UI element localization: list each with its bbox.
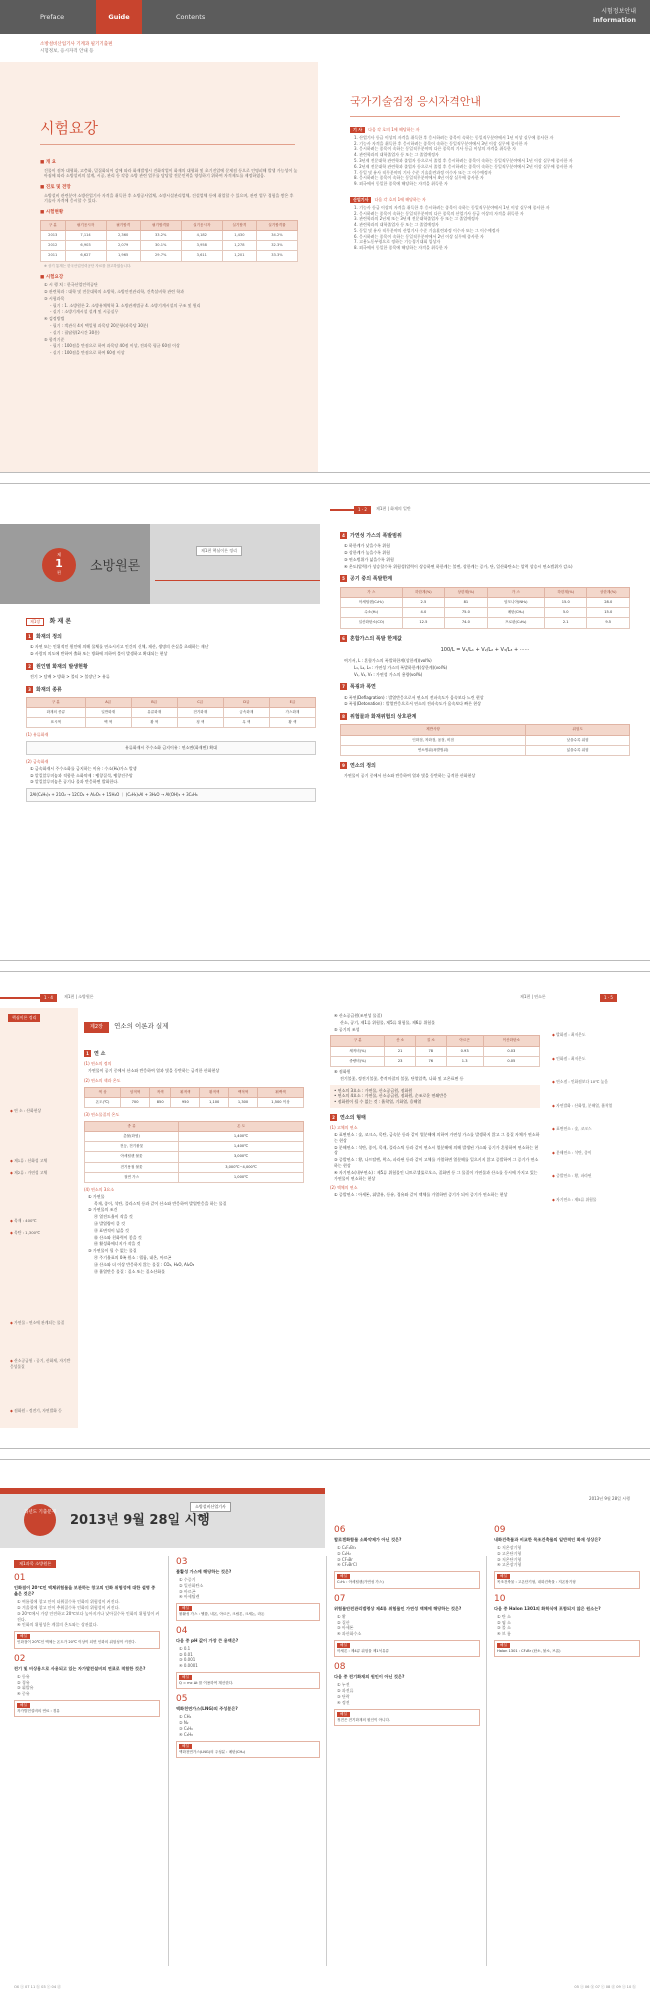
explanation-box: 해설 액화천연가스(LNG)의 주성분 : 메탄(CH₄) xyxy=(176,1741,320,1758)
question-item: 04 다음 중 pH 값이 가장 큰 용액은? ① 0.1 ② 0.01 ③ 0.001 ④ 0.0001 해설 Q = mc Δt 를 이용하여 계산한다. xyxy=(176,1627,320,1690)
explanation-box: 해설 아세톤 : 제4류 위험물 제1석유류 xyxy=(334,1640,480,1657)
part-hero xyxy=(0,524,320,604)
exam-guide-panel xyxy=(0,62,318,472)
page-number: 1 · 2 xyxy=(354,506,371,514)
running-title: 2013년 9월 28일 시행 xyxy=(589,1496,630,1501)
table-row: 아세틸렌(C₂H₂) 2.5 81 암모니아(NH₃) 15.0 28.0 xyxy=(341,597,630,607)
nav-contents[interactable]: Contents xyxy=(176,13,206,21)
table-row: 화재의 종류 일반화재 유류화재 전기화재 금속화재 가스화재 xyxy=(27,708,316,718)
section-title: 시험정보안내 information xyxy=(593,8,636,25)
hazard-table: 제반사항 위험도 인화점, 착화점, 융점, 비점 낮을수록 위험 연소범위(폭발범위) 넓을수록 위험 xyxy=(340,724,630,756)
question-item: 07 위험물안전관리법령상 제4류 위험물인 가연성 액체에 해당하는 것은? ① 황 ② 질산 ③ 아세톤 ④ 과산화수소 해설 아세톤 : 제4류 위험물 제1석유류 xyxy=(334,1595,480,1658)
answer-footer-left: OX ⓐ 07 11 ⓑ 03 ⓒ 04 ⓓ xyxy=(14,1984,61,1989)
chapter-heading: 제1장 화 재 론 xyxy=(26,618,316,627)
eligibility-line: 3. 응시하려는 종목이 속하는 동일직무분야의 다른 종목의 기사 등급 이상의 자격을 취득한 자 xyxy=(354,146,517,152)
apply-line: ③ 시험과목 xyxy=(44,295,65,301)
eligibility-line: 7. 동일 및 유사 직무분야의 기사 수준 기술훈련과정 이수자 또는 그 이수예정자 xyxy=(354,169,492,175)
year-badge: 과년도 기출문제 xyxy=(24,1504,56,1536)
fire-class-table: 구 분 A급 B급 C급 D급 E급 화재의 종류 일반화재 유류화재 전기화재 금속화재 가스화재 표시색 백 색 황 색 청 색 무 색 황 색 xyxy=(26,697,316,729)
apply-line: - 필기 : 100점을 만점으로 하여 과목당 40점 이상, 전과목 평균 60점 이상 xyxy=(50,343,180,349)
margin-notes: 핵심이론 정리 ◆ 연 소 : 산화현상 ◆ 제1류 : 산화성 고체 ◆ 제2류 : 가연성 고체 ◆ 목재 : 400℃ ◆ 목탄 : 1,300℃ ◆ 가연물 : 연소에 관계되는 물질 ◆ 산소공급원 : 공기, 산화제, 자기반응성물질 ◆ 점화원 : 정전기, 자연발화 등 xyxy=(0,1008,78,1428)
table-row: 2012 6,903 2,079 30.1% 3,958 1,278 32.3% xyxy=(41,241,298,251)
eligibility-line: 6. 응시하려는 종목이 속하는 동일직무분야에서 2년 이상 실무에 종사한 자 xyxy=(354,233,484,239)
explanation-box: 해설 Halon 1301 : CF₃Br (탄소, 불소, 브롬) xyxy=(494,1640,640,1657)
running-title-left: 제1편 | 소방원론 xyxy=(64,994,94,999)
stats-note: ※ 상기 통계는 한국산업인력공단 자료를 참고하였습니다. xyxy=(44,263,132,268)
page-separator xyxy=(0,960,650,972)
outlook-heading: ■ 진로 및 전망 xyxy=(40,185,71,191)
apply-line: ① 시 행 처 : 한국산업인력공단 xyxy=(44,282,98,288)
right-column: 4 가연성 가스의 폭발범위 ① 하한계가 낮을수록 위험 ② 상한계가 높을수록 위험 ③ 연소범위가 넓을수록 위험 ④ 온도(압력)가 상승할수록 위험성(압력이 상승하면 하한계는 불변, 상한계는 증가, 단, 일산화탄소는 압력 상승시 연소범위가 감소) 5 공기 중의 폭발한계 가 스 하한계(%) 상한계(%) 가 스 하한계(%) 상한계(%) 아세틸렌(C₂H₂) 2.5 81 암모니아(NH₃) 15.0 28.0 수소(H₂) 4.0 75.0 메탄(CH₄) 5.0 15.0 일산화탄소(CO) 12.5 74.0 프로판(C₃H₈) 2.1 9.5 6 혼합가스의 폭발 한계값 100/L = V₁/L₁ + V₂/L₂ + V₃/L₃ + ······ 여기서, L : 혼합가스의 폭발하한계(상한계)(vol%) L₁, L₂, L₃ : 가연성 가스의 폭발하한계(상한계)(vol%) V₁, V₂, V₃ : 가연성 가스의 용량(vol%) 7 폭굉과 폭연 ① 폭연(Deflagration) : 발열반응으로서 연소의 전파속도가 음속보다 느린 현상 ② 폭굉(Detonation) : 발열반응으로서 연소의 전파속도가 음속보다 빠른 현상 8 위험물과 화재위험의 상호관계 제반사항 위험도 인화점, 착화점, 융점, 비점 낮을수록 위험 연소범위(폭발범위) 넓을수록 위험 9 연소의 정의 가연물이 공기 중에서 산소와 반응하여 열과 빛을 동반하는 급격한 산화현상 xyxy=(340,526,630,779)
eligibility-panel: 국가기술검정 응시자격안내 기 사 다음 각 호의 1에 해당하는 자 1. 산업기사 등급 이상의 자격을 취득한 후 응시하려는 종목이 속하는 동일직무분야에서 1년 이상 실무에 종사한 자 2. 기능사 자격을 취득한 후 응시하려는 종목이 속하는 동일직무분야에서 3년 이상 실무에 종사한 자 3. 응시하려는 종목이 속하는 동일직무분야의 다른 종목의 기사 등급 이상의 자격을 취득한 자 4. 관련학과의 대학졸업자 등 또는 그 졸업예정자 5. 3년제 전문대학 관련학과 졸업자 등으로서 졸업 후 응시하려는 종목이 속하는 동일직무분야에서 1년 이상 실무에 종사한 자 6. 2년제 전문대학 관련학과 졸업자 등으로서 졸업 후 응시하려는 종목이 속하는 동일직무분야에서 2년 이상 실무에 종사한 자 7. 동일 및 유사 직무분야의 기사 수준 기술훈련과정 이수자 또는 그 이수예정자 8. 응시하려는 종목이 속하는 동일직무분야에서 4년 이상 실무에 종사한 자 9. 외국에서 동일한 종목에 해당하는 자격을 취득한 자 산업기사 다음 각 호의 1에 해당하는 자 1. 기능사 등급 이상의 자격을 취득한 후 응시하려는 종목이 속하는 동일직무분야에서 1년 이상 실무에 종사한 자 2. 응시하려는 종목이 속하는 동일직무분야의 다른 종목의 산업기사 등급 이상의 자격을 취득한 자 3. 관련학과의 2년제 또는 3년제 전문대학졸업자 등 또는 그 졸업예정자 4. 관련학과의 대학졸업자 등 또는 그 졸업예정자 5. 동일 및 유사 직무분야의 산업기사 수준 기술훈련과정 이수자 또는 그 이수예정자 6. 응시하려는 종목이 속하는 동일직무분야에서 2년 이상 실무에 종사한 자 7. 고용노동부령으로 정하는 기능경기대회 입상자 8. 외국에서 동일한 종목에 해당하는 자격을 취득한 자 xyxy=(350,62,620,251)
eligibility-line: 4. 관련학과의 대학졸업자 등 또는 그 졸업예정자 xyxy=(354,152,439,158)
reaction-box: 2Al(C₂H₅)₃ + 21O₂ → 12CO₂ + Al₂O₃ + 15H₂O ｜ (C₂H₅)₃Al + 3H₂O → Al(OH)₃ + 3C₂H₆ xyxy=(26,788,316,802)
apply-line: - 필기 : 1. 소방원론 2. 소방유체역학 3. 소방관계법규 4. 소방기계시설의 구조 및 원리 xyxy=(50,302,201,308)
stats-table: 구 분 필기응시자 필기합격 필기합격률 실기응시자 실기합격 실기합격률 2013 7,114 2,360 33.2% 4,182 1,430 34.2% 2012 6,903 2,079 30.1% 3,958 1,278 32.3% 2011 6,627 1,965 29.7% 3,611 1,201 33.3% xyxy=(40,220,298,262)
left-column: 제1장 화 재 론 1 화재의 정의 ① 자연 또는 인위적인 원인에 의해 물체를 연소시키고 인간의 신체, 재산, 생명의 손실을 초래하는 재난 ② 사람의 의도에 반하여 출화 또는 방화에 의하여 불이 발생하고 확대되는 현상 2 원인별 화재의 발생현황 전기 > 담배 > 방화 > 불티 > 불장난 > 유류 3 화재의 종류 구 분 A급 B급 C급 D급 E급 화재의 종류 일반화재 유류화재 전기화재 금속화재 가스화재 표시색 백 색 황 색 청 색 무 색 황 색 (1) 유류화재 유류화재시 주수소화 금지이유 : 연소면(화재면) 확대 (2) 금속화재 ① 금속화재시 주수소화를 금지하는 이유 : 수소(H₂)가스 발생 ② 알킬알루미늄과 적합한 소화약제 : 팽창질석, 팽창진주암 ③ 알킬알루미늄은 공기나 물과 반응하면 발화한다. 2Al(C₂H₅)₃ + 21O₂ → 12CO₂ + Al₂O₃ + 15H₂O ｜ (C₂H₅)₃Al + 3H₂O → Al(OH)₃ + 3C₂H₆ xyxy=(26,614,316,805)
subsection-title: (1) 유류화재 xyxy=(26,732,49,738)
running-title-right: 제1편 | 연소론 xyxy=(520,994,546,999)
left-column: 1 연 소 (1) 연소의 정의 가연물이 공기 중에서 산소와 반응하여 열과 빛을 동반하는 급격한 산화현상 (2) 연소의 색과 온도 색 상 암적색 적색 휘적색 황적색 백적색 휘백색 온도(℃) 700 850 950 1,100 1,300 1,500 이상 (3) 연소물질의 온도 종 류 온 도 촛불(화염) 1,400℃ 전등, 전기불꽃 1,400℃ 아세틸렌 불꽃 3,000℃ 전기용접 불꽃 3,000℃~4,000℃ 절연 가스 1,000℃ (4) 연소의 3요소 ① 가연물 목재, 종이, 석탄, 플라스틱 등과 같이 산소와 반응하여 발열반응을 하는 물질 ② 가연물의 조건 ㉮ 열전도율이 작을 것 ㉯ 발열량이 클 것 ㉰ 표면적이 넓을 것 ㉱ 산소와 친화력이 좋을 것 ㉲ 활성화에너지가 작을 것 ③ 가연물이 될 수 없는 물질 ㉮ 주기율표의 0족 원소 : 헬륨, 네온, 아르곤 ㉯ 산소와 더 이상 반응하지 않는 물질 : CO₂, H₂O, Al₂O₃ ㉰ 흡열반응 물질 : 질소 또는 질소산화물 xyxy=(84,1044,304,1274)
chapter-heading: 제2장 연소의 이론과 실제 xyxy=(84,1022,284,1036)
question-item: 08 다음 중 전기화재의 원인이 아닌 것은? ① 누전 ② 과전류 ③ 단락 ④ 정전 해설 정전은 전기화재의 원인이 아니다. xyxy=(334,1663,480,1726)
eligibility-line: 8. 외국에서 동일한 종목에 해당하는 자격을 취득한 자 xyxy=(354,245,448,251)
eligibility-line: 5. 동일 및 유사 직무분야의 산업기사 수준 기술훈련과정 이수자 또는 그 이수예정자 xyxy=(354,227,500,233)
nav-guide[interactable]: Guide xyxy=(96,0,142,34)
question-column-3 xyxy=(334,1520,480,1726)
right-margin-notes: ◆ 발화점 : 최저온도 ◆ 인화점 : 최저온도 ◆ 연소점 : 인화점보다 10℃ 높음 ◆ 자연발화 : 산화열, 분해열, 흡착열 ◆ 표면연소 : 숯, 코크스 ◆ 분해연소 : 석탄, 종이 ◆ 증발연소 : 황, 파라핀 ◆ 자기연소 : 제5류 위험물 xyxy=(552,1032,613,1202)
eligibility-line: 1. 기능사 등급 이상의 자격을 취득한 후 응시하려는 종목이 속하는 동일직무분야에서 1년 이상 실무에 종사한 자 xyxy=(354,204,550,210)
page-separator xyxy=(0,472,650,484)
section-heading: 4 가연성 가스의 폭발범위 xyxy=(340,532,630,540)
question-item: 06 할로겐화합물 소화약제가 아닌 것은? ① C₂F₄Br₂ ② C₂H₂ ③ CF₃Br ④ CF₂BrCl 해설 C₂H₂ : 아세틸렌(가연성 가스) xyxy=(334,1526,480,1589)
apply-line: - 실기 : 소방기계시설 설계 및 시공실무 xyxy=(50,309,119,315)
exam-hero xyxy=(0,1488,325,1548)
right-column: ④ 산소공급원(조연성 물질) 산소, 공기, 제1류 위험물, 제5류 위험물, 제6류 위험물 ⑤ 공기의 조성 구 분 산 소 질 소 아르곤 이산화탄소 체적비(%) 21 78 0.93 0.03 중량비(%) 23 76 1.3 0.05 ⑥ 점화원 전기불꽃, 정전기불꽃, 충격마찰의 불꽃, 단열압축, 나화 및 고온표면 등 • 연소의 3요소 : 가연물, 산소공급원, 점화원 • 연소의 4요소 : 가연물, 산소공급원, 점화원, 순조로운 연쇄반응 • 점화원이 될 수 없는 것 : 흡착열, 기화열, 융해열 2 연소의 형태 (1) 고체의 연소 ① 표면연소 : 숯, 코크스, 목탄, 금속분 등과 같이 열분해에 의하여 가연성 가스를 발생하지 않고 그 물질 자체가 연소하는 현상 ② 분해연소 : 석탄, 종이, 목재, 플라스틱 등과 같이 연소시 열분해에 의해 발생된 가스와 공기가 혼합하여 연소하는 현상 ③ 증발연소 : 황, 나프탈렌, 왁스, 파라핀 등과 같이 고체를 가열하면 열분해를 일으키지 않고 증발하여 그 증기가 연소하는 현상 ④ 자기연소(내부연소) : 제5류 위험물인 니트로셀룰로오스, 질화면 등 그 물질이 가연물과 산소를 동시에 가지고 있는 가연물이 연소하는 현상 (2) 액체의 연소 ① 증발연소 : 아세톤, 휘발유, 등유, 경유와 같이 액체를 가열하면 증기가 되어 증기가 연소하는 현상 xyxy=(330,1013,540,1198)
cert-tag: 소방설비산업기사 xyxy=(190,1502,231,1512)
page-number-left: 1 · 4 xyxy=(40,994,57,1002)
page-combustion xyxy=(0,972,650,1448)
answer-footer-right: 05 ⓐ 06 ⓑ 07 ⓒ 08 ⓓ 09 ⓐ 10 ⓑ xyxy=(574,1984,636,1989)
section-heading: 1 화재의 정의 xyxy=(26,633,316,641)
section-heading: 5 공기 중의 폭발한계 xyxy=(340,575,630,583)
stats-heading: ■ 시험현황 xyxy=(40,210,64,216)
section-heading: 2 원인별 화재의 발생현황 xyxy=(26,663,316,671)
page-separator xyxy=(0,1448,650,1460)
subsection-title: (2) 금속화재 xyxy=(26,759,49,765)
eligibility-line: 2. 기능사 자격을 취득한 후 응시하려는 종목이 속하는 동일직무분야에서 3년 이상 실무에 종사한 자 xyxy=(354,140,528,146)
question-column-2 xyxy=(176,1552,320,1758)
part-title: 소방원론 xyxy=(90,559,141,574)
eligibility-line: 9. 외국에서 동일한 종목에 해당하는 자격을 취득한 자 xyxy=(354,181,448,187)
temperature-table: 종 류 온 도 촛불(화염) 1,400℃ 전등, 전기불꽃 1,400℃ 아세틸렌 불꽃 3,000℃ 전기용접 불꽃 3,000℃~4,000℃ 절연 가스 1,000℃ xyxy=(84,1121,304,1183)
industrial-engineer-tag: 산업기사 xyxy=(350,197,371,203)
engineer-tag: 기 사 xyxy=(350,127,365,133)
page-past-exam xyxy=(0,1460,650,2000)
explosion-limit-table: 가 스 하한계(%) 상한계(%) 가 스 하한계(%) 상한계(%) 아세틸렌(C₂H₂) 2.5 81 암모니아(NH₃) 15.0 28.0 수소(H₂) 4.0 75.0 메탄(CH₄) 5.0 15.0 일산화탄소(CO) 12.5 74.0 프로판(C₃H₈) 2.1 9.5 xyxy=(340,587,630,629)
page-guide xyxy=(0,0,650,472)
table-row: 2013 7,114 2,360 33.2% 4,182 1,430 34.2% xyxy=(41,230,298,240)
outlook-text: 소방설비 관련분야 소방산업기사 자격을 취득한 후 소방공사업체, 소방시설관리업체, 건설업체 등에 취업할 수 있으며, 관련 업무 경험을 쌓은 후 기술사 자격에 응시할 수 있다. xyxy=(44,192,294,204)
page-fire-theory xyxy=(0,484,650,960)
section-heading: 6 혼합가스의 폭발 한계값 xyxy=(340,635,630,643)
question-item: 10 다음 중 Halon 1301의 화학식에 포함되지 않은 원소는? ① 탄 소 ② 염 소 ③ 불 소 ④ 브 롬 해설 Halon 1301 : CF₃Br (탄소, 불소, 브롬) xyxy=(494,1595,640,1658)
table-row: 절연 가스 1,000℃ xyxy=(85,1172,304,1182)
question-item: 02 전기 및 비상용으로 사용되고 있는 자가발전설비의 연료로 적합한 것은? ① 등유 ② 경유 ③ 휘발유 ④ 중유 해설 자가발전설비의 연료 : 경유 xyxy=(14,1655,160,1718)
page-number-right: 1 · 5 xyxy=(600,994,617,1002)
table-row: 중량비(%) 23 76 1.3 0.05 xyxy=(331,1056,540,1066)
eligibility-line: 6. 2년제 전문대학 관련학과 졸업자 등으로서 졸업 후 응시하려는 종목이 속하는 동일직무분야에서 2년 이상 실무에 종사한 자 xyxy=(354,163,573,169)
apply-line: - 실기 : 100점을 만점으로 하여 60점 이상 xyxy=(50,350,125,356)
apply-line: - 실기 : 필답형(2시간 30분) xyxy=(50,329,100,335)
section-heading: 8 위험물과 화재위험의 상호관계 xyxy=(340,713,630,721)
page-title: 시험요강 xyxy=(40,119,98,137)
section-heading: 9 연소의 정의 xyxy=(340,762,630,770)
apply-line: ⑤ 합격기준 xyxy=(44,336,65,342)
section-heading: 2 연소의 형태 xyxy=(330,1114,540,1122)
eligibility-title: 국가기술검정 응시자격안내 xyxy=(350,95,482,108)
table-row: 체적비(%) 21 78 0.93 0.03 xyxy=(331,1046,540,1056)
page-header xyxy=(0,506,650,514)
air-composition-table: 구 분 산 소 질 소 아르곤 이산화탄소 체적비(%) 21 78 0.93 0.03 중량비(%) 23 76 1.3 0.05 xyxy=(330,1035,540,1067)
exam-guide-body xyxy=(40,154,298,356)
overview-text: 건물이 점차 대형화, 고층화, 밀집화되어 감에 따라 화재발생시 진화작업이 화재의 대형화 및 초기진압에 문제점 등으로 인명피해 발생 가능성이 높아짐에 따라 소방설비의 설계, 시공, 관리 등 각종 소방 관련 업무를 담당할 전문인력을 양성하기 위하여 자격제도를 제정하였음. xyxy=(44,167,298,179)
section-heading: 3 화재의 종류 xyxy=(26,686,316,694)
subject-label: 제1과목 소방원론 xyxy=(14,1560,56,1568)
exam-title: 2013년 9월 28일 시행 xyxy=(70,1513,210,1528)
apply-line: ④ 검정방법 xyxy=(44,316,65,322)
nav-preface[interactable]: Preface xyxy=(40,13,65,21)
explanation-box: 해설 목조건축물 : 고온단기형, 내화건축물 : 저온장기형 xyxy=(494,1571,640,1588)
page-header xyxy=(0,994,650,1002)
explanation-box: 해설 자가발전설비의 연료 : 경유 xyxy=(14,1700,160,1717)
table-row: 인화점, 착화점, 융점, 비점 낮을수록 위험 xyxy=(341,735,630,745)
theory-tab: 핵심이론 정리 xyxy=(8,1014,40,1022)
eligibility-line: 2. 응시하려는 종목이 속하는 동일직무분야의 다른 종목의 산업기사 등급 이상의 자격을 취득한 자 xyxy=(354,210,524,216)
breadcrumb: 소방설비산업기사 기계과 필기기출편 시험정보, 응시자격 안내 등 xyxy=(40,42,113,54)
eligibility-line: 1. 산업기사 등급 이상의 자격을 취득한 후 응시하려는 종목이 속하는 동일직무분야에서 1년 이상 실무에 종사한 자 xyxy=(354,134,554,140)
apply-heading: ■ 시험요강 xyxy=(40,274,64,280)
eligibility-line: 4. 관련학과의 대학졸업자 등 또는 그 졸업예정자 xyxy=(354,222,439,228)
kicker-label: 제1편 핵심이론 정리 xyxy=(196,546,242,556)
eligibility-line: 3. 관련학과의 2년제 또는 3년제 전문대학졸업자 등 또는 그 졸업예정자 xyxy=(354,216,479,222)
explanation-box: 해설 불활성 가스 : 헬륨, 네온, 아르곤, 크립톤, 크세논, 라돈 xyxy=(176,1603,320,1620)
table-row: 연소범위(폭발범위) 넓을수록 위험 xyxy=(341,745,630,755)
eligibility-line: 8. 응시하려는 종목이 속하는 동일직무분야에서 4년 이상 실무에 종사한 자 xyxy=(354,175,484,181)
eligibility-line: 7. 고용노동부령으로 정하는 기능경기대회 입상자 xyxy=(354,239,441,245)
table-row: 수소(H₂) 4.0 75.0 메탄(CH₄) 5.0 15.0 xyxy=(341,608,630,618)
top-navigation xyxy=(0,0,650,34)
section-heading: 7 폭굉과 폭연 xyxy=(340,683,630,691)
formula: 100/L = V₁/L₁ + V₂/L₂ + V₃/L₃ + ······ xyxy=(440,646,530,653)
question-item: 03 불활성 가스에 해당하는 것은? ① 수증기 ② 일산화탄소 ③ 아르곤 ④ 아세틸렌 해설 불활성 가스 : 헬륨, 네온, 아르곤, 크립톤, 크세논, 라돈 xyxy=(176,1558,320,1621)
table-row: 전등, 전기불꽃 1,400℃ xyxy=(85,1142,304,1152)
explanation-box: 해설 인화점이 20℃인 액체는 온도가 20℃ 이상이 되면 인화의 위험성이 커진다. xyxy=(14,1631,160,1648)
divider xyxy=(40,144,295,145)
table-row: 전기용접 불꽃 3,000℃~4,000℃ xyxy=(85,1162,304,1172)
question-item: 09 내화건축물과 비교한 목조건축물의 일반적인 화재 성상은? ① 저온장기형 ② 고온단기형 ③ 저온단기형 ④ 고온장기형 해설 목조건축물 : 고온단기형, 내화건축물 : 저온장기형 xyxy=(494,1526,640,1589)
explanation-box: 해설 Q = mc Δt 를 이용하여 계산한다. xyxy=(176,1672,320,1689)
explanation-box: 해설 C₂H₂ : 아세틸렌(가연성 가스) xyxy=(334,1571,480,1588)
table-row: 표시색 백 색 황 색 청 색 무 색 황 색 xyxy=(27,718,316,728)
table-row: 일산화탄소(CO) 12.5 74.0 프로판(C₃H₈) 2.1 9.5 xyxy=(341,618,630,628)
table-row: 온도(℃) 700 850 950 1,100 1,300 1,500 이상 xyxy=(85,1097,304,1107)
overview-heading: ■ 개 요 xyxy=(40,160,57,165)
question-column-4 xyxy=(494,1520,640,1657)
oil-fire-note: 유류화재시 주수소화 금지이유 : 연소면(화재면) 확대 xyxy=(26,741,316,755)
running-title: 제1편 | 화재의 일반 xyxy=(376,506,411,511)
question-column-1 xyxy=(14,1552,160,1717)
table-row: 2011 6,627 1,965 29.7% 3,611 1,201 33.3% xyxy=(41,251,298,261)
flame-color-table: 색 상 암적색 적색 휘적색 황적색 백적색 휘백색 온도(℃) 700 850 950 1,100 1,300 1,500 이상 xyxy=(84,1087,304,1108)
eligibility-line: 5. 3년제 전문대학 관련학과 졸업자 등으로서 졸업 후 응시하려는 종목이 속하는 동일직무분야에서 1년 이상 실무에 종사한 자 xyxy=(354,157,573,163)
table-row: 아세틸렌 불꽃 3,000℃ xyxy=(85,1152,304,1162)
explanation-box: 해설 정전은 전기화재의 원인이 아니다. xyxy=(334,1709,480,1726)
key-points-box: • 연소의 3요소 : 가연물, 산소공급원, 점화원 • 연소의 4요소 : 가연물, 산소공급원, 점화원, 순조로운 연쇄반응 • 점화원이 될 수 없는 것 : 흡착열, 기화열, 융해열 xyxy=(330,1085,540,1108)
table-row: 촛불(화염) 1,400℃ xyxy=(85,1132,304,1142)
question-item: 05 액화천연가스(LNG)의 주성분은? ① CH₄ ② N₂ ③ C₂H₆ ④ C₃H₈ 해설 액화천연가스(LNG)의 주성분 : 메탄(CH₄) xyxy=(176,1695,320,1758)
apply-line: ② 관련학과 : 대학 및 전문대학의 소방학, 소방안전관리학, 건축설비학 관련 학과 xyxy=(44,288,184,294)
question-item: 01 인화점이 20℃인 액체위험물을 보관하는 창고의 인화 위험성에 대한 설명 중 옳은 것은? ① 여름철에 창고 안이 더워질수록 인화의 위험성이 커진다. ② 겨울철에 창고 안이 추워질수록 인화의 위험성이 커진다. ③ 20℃에서 가장 안전하고 20℃보다 높아지거나 낮아질수록 인화의 위험성이 커진다. ④ 인화의 위험성은 계절의 온도와는 상관없다. 해설 인화점이 20℃인 액체는 온도가 20℃ 이상이 되면 인화의 위험성이 커진다. xyxy=(14,1574,160,1649)
section-heading: 1 연 소 xyxy=(84,1050,304,1058)
divider xyxy=(350,116,620,117)
part-badge: 제 1 편 xyxy=(42,548,76,582)
apply-line: - 필기 : 객관식 4지 택일형 과목당 20문항(과목당 30분) xyxy=(50,322,149,328)
